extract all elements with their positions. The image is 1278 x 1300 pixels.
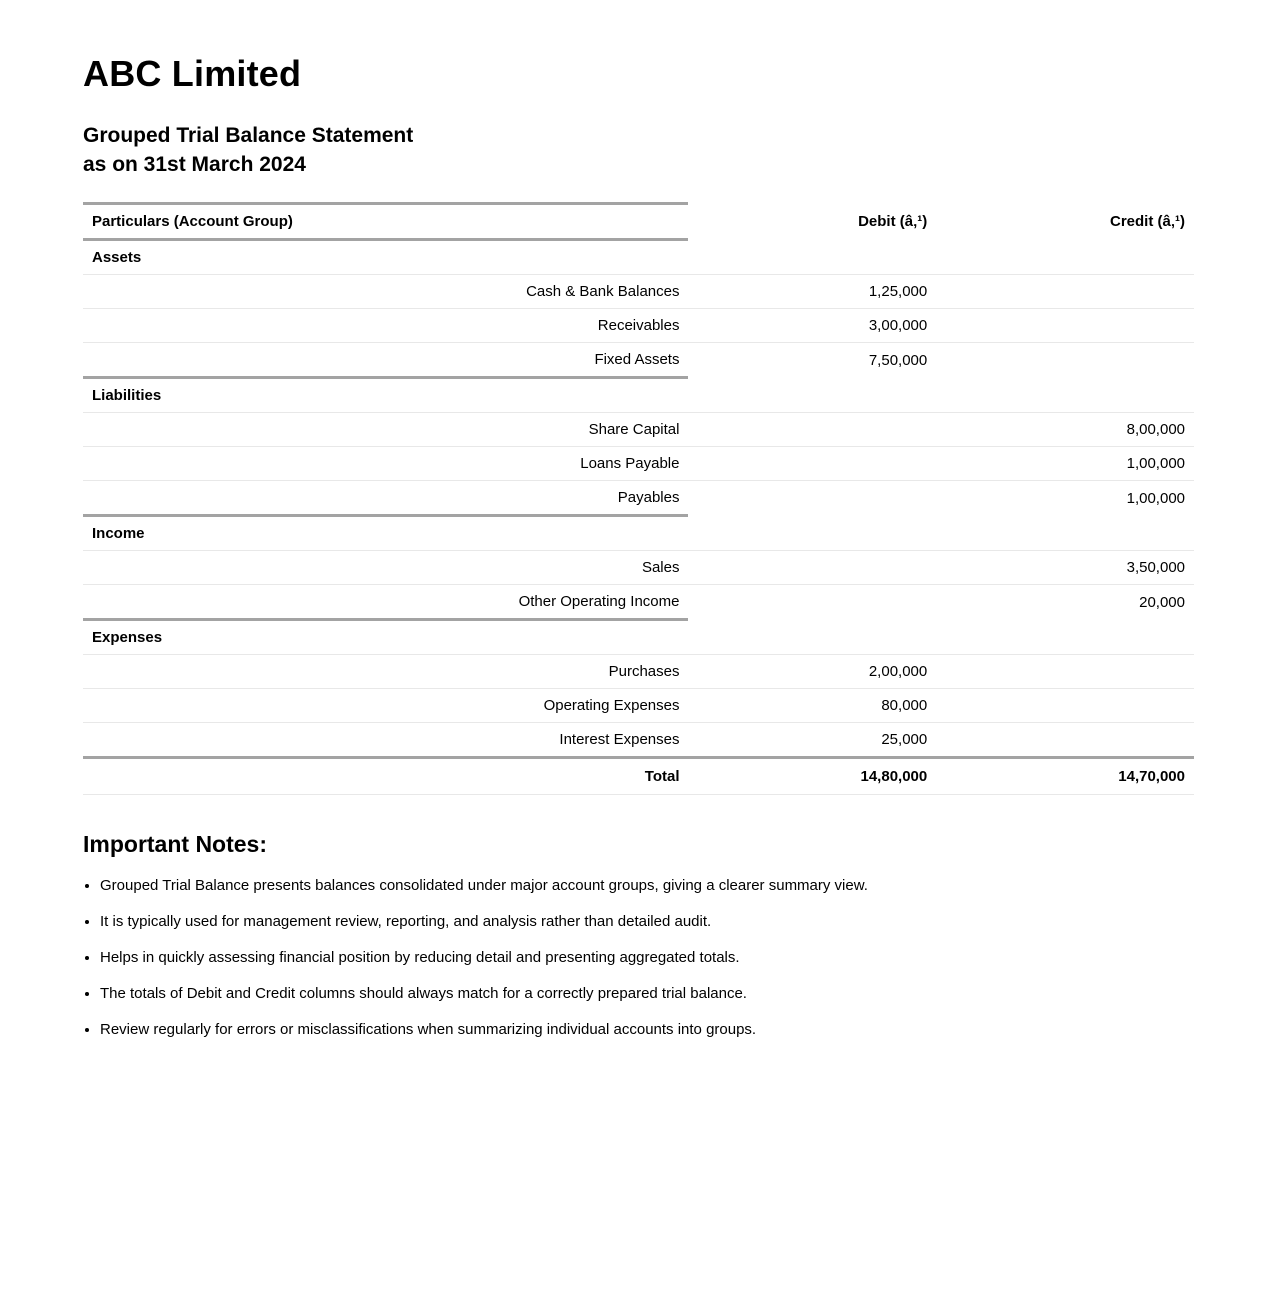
- notes-list: [83, 876, 1194, 1040]
- debit-value: 80,000: [688, 689, 936, 723]
- col-header-debit: Debit (â‚¹): [858, 213, 928, 230]
- account-name: Interest Expenses: [83, 723, 688, 758]
- total-credit: 14,70,000: [936, 758, 1194, 795]
- table-header-row: [83, 204, 1194, 240]
- report-title-line1: Grouped Trial Balance Statement: [83, 124, 414, 147]
- account-name: Loans Payable: [83, 447, 688, 481]
- total-debit: 14,80,000: [688, 758, 936, 795]
- group-header-row: [83, 378, 1194, 413]
- debit-value: [688, 585, 936, 620]
- note-item: • Review regularly for errors or misclassifications when summarizing individual accounts into groups.: [100, 1020, 1194, 1040]
- col-header-particulars: Particulars (Account Group): [83, 204, 688, 240]
- account-name: Payables: [83, 481, 688, 516]
- group-header-row: [83, 620, 1194, 655]
- report-title: [83, 121, 1194, 179]
- debit-value: [688, 481, 936, 516]
- table-row: [83, 275, 1194, 309]
- debit-value: [688, 413, 936, 447]
- debit-value: 2,00,000: [688, 655, 936, 689]
- debit-value: 3,00,000: [688, 309, 936, 343]
- total-label: Total: [83, 758, 688, 795]
- credit-value: [936, 723, 1194, 758]
- table-row: [83, 551, 1194, 585]
- credit-value: [936, 309, 1194, 343]
- credit-value: 1,00,000: [936, 481, 1194, 516]
- table-row: [83, 723, 1194, 758]
- debit-value: 25,000: [688, 723, 936, 758]
- report-title-line2: as on 31st March 2024: [83, 153, 306, 176]
- account-name: Sales: [83, 551, 688, 585]
- group-header-row: [83, 240, 1194, 275]
- account-name: Other Operating Income: [83, 585, 688, 620]
- table-row: [83, 413, 1194, 447]
- table-row: [83, 585, 1194, 620]
- credit-value: [936, 689, 1194, 723]
- account-name: Purchases: [83, 655, 688, 689]
- debit-value: [688, 551, 936, 585]
- credit-value: 1,00,000: [936, 447, 1194, 481]
- group-header-assets: Assets: [83, 240, 688, 275]
- note-item: • Grouped Trial Balance presents balances consolidated under major account groups, giving a clearer summary view.: [100, 876, 1194, 896]
- group-header-row: [83, 516, 1194, 551]
- debit-value: 1,25,000: [688, 275, 936, 309]
- credit-value: [936, 655, 1194, 689]
- table-row: [83, 481, 1194, 516]
- table-row: [83, 343, 1194, 378]
- account-name: Fixed Assets: [83, 343, 688, 378]
- debit-value: 7,50,000: [688, 343, 936, 378]
- trial-balance-table: [83, 202, 1194, 795]
- total-row: [83, 758, 1194, 795]
- credit-value: 20,000: [936, 585, 1194, 620]
- account-name: Operating Expenses: [83, 689, 688, 723]
- note-item: • Helps in quickly assessing financial position by reducing detail and presenting aggregated totals.: [100, 948, 1194, 968]
- col-header-credit: Credit (â‚¹): [1110, 213, 1185, 230]
- group-header-liabilities: Liabilities: [83, 378, 688, 413]
- credit-value: [936, 343, 1194, 378]
- table-row: [83, 447, 1194, 481]
- group-header-expenses: Expenses: [83, 620, 688, 655]
- account-name: Receivables: [83, 309, 688, 343]
- group-header-income: Income: [83, 516, 688, 551]
- notes-title: Important Notes:: [83, 831, 267, 857]
- credit-value: 3,50,000: [936, 551, 1194, 585]
- table-row: [83, 655, 1194, 689]
- company-name: ABC Limited: [83, 53, 302, 94]
- table-row: [83, 689, 1194, 723]
- note-item: • It is typically used for management review, reporting, and analysis rather than detailed audit.: [100, 912, 1194, 932]
- credit-value: 8,00,000: [936, 413, 1194, 447]
- account-name: Share Capital: [83, 413, 688, 447]
- account-name: Cash & Bank Balances: [83, 275, 688, 309]
- note-item: • The totals of Debit and Credit columns should always match for a correctly prepared trial balance.: [100, 984, 1194, 1004]
- credit-value: [936, 275, 1194, 309]
- table-row: [83, 309, 1194, 343]
- debit-value: [688, 447, 936, 481]
